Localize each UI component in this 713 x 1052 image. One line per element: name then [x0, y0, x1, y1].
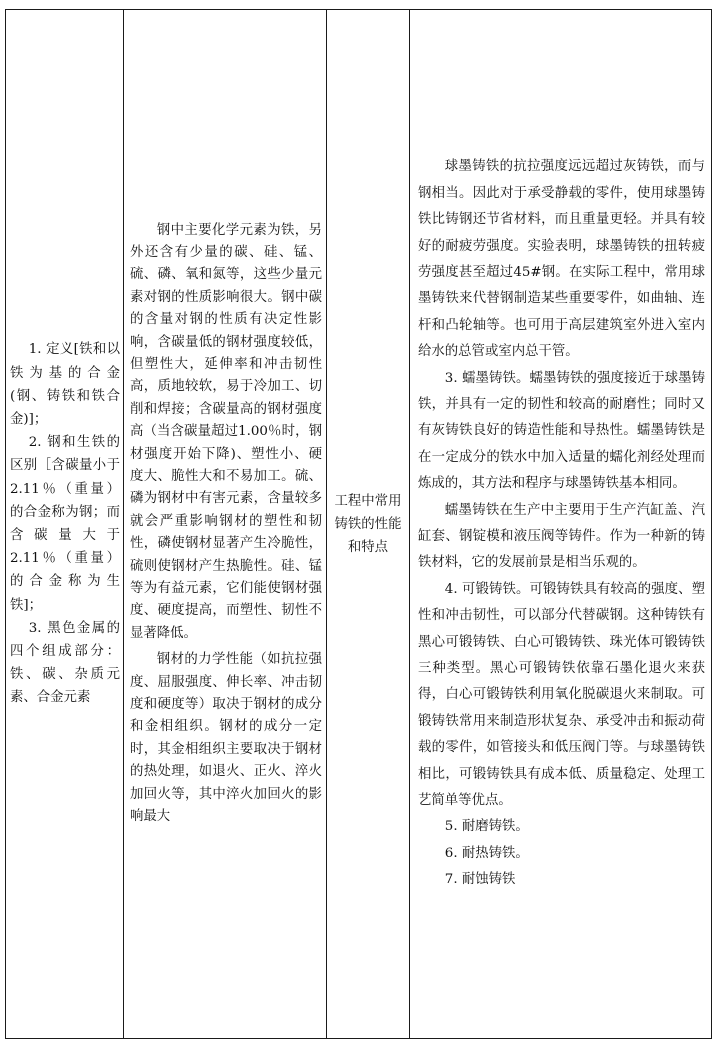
definition-text [6, 338, 123, 709]
cast-iron-paragraph: 5. 耐磨铸铁。 [444, 819, 529, 835]
steel-properties-text [124, 220, 326, 829]
cast-iron-paragraph: 7. 耐蚀铸铁 [444, 872, 516, 888]
cast-iron-cell [410, 10, 712, 1039]
steel-paragraph: 钢材的力学性能（如抗拉强度、屈服强度、伸长率、冲击韧度和硬度等）取决于钢材的成分和金相组织。钢材的成分一定时，其金相组织主要取决于钢材的热处理，如退火、正火、淬火加回火等，其中淬火加回火的影响最大 [130, 652, 322, 825]
definition-cell [6, 10, 124, 1039]
cast-iron-paragraph: 球墨铸铁的抗拉强度远远超过灰铸铁，而与钢相当。因此对于承受静载的零件，使用球墨铸铁比铸钢还节省材料，而且重量更轻。并具有较好的耐疲劳强度。实验表明，球墨铸铁的扭转疲劳强度甚至超过45#钢。在实际工程中，常用球墨铸铁来代替钢制造某些重要零件，如曲轴、连杆和凸轮轴等。也可用于高层建筑室外进入室内给水的总管或室内总干管。 [418, 159, 705, 360]
content-table [5, 9, 712, 1039]
cast-iron-text [410, 154, 711, 893]
steel-paragraph: 钢中主要化学元素为铁，另外还含有少量的碳、硅、锰、硫、磷、氧和氮等，这些少量元素对钢的性质影响很大。钢中碳的含量对钢的性质有决定性影响，含碳量低的钢材强度较低，但塑性大，延伸率和冲击韧性高，质地较软，易于冷加工、切削和焊接；含碳量高的钢材强度高（当含碳量超过1.00％时，钢材强度开始下降)、塑性小、硬度大、脆性大和不易加工。硫、磷为钢材中有害元素，含量较多就会严重影响钢材的塑性和韧性，磷使钢材显著产生冷脆性，硫则使钢材产生热脆性。硅、锰等为有益元素，它们能使钢材强度、硬度提高，而塑性、韧性不显著降低。 [130, 222, 322, 641]
cast-iron-paragraph: 蠕墨铸铁在生产中主要用于生产汽缸盖、汽缸套、钢锭模和液压阀等铸件。作为一种新的铸铁材料，它的发展前景是相当乐观的。 [418, 502, 705, 571]
cast-iron-paragraph: 3. 蠕墨铸铁。蠕墨铸铁的强度接近于球墨铸铁，并具有一定的韧性和较高的耐磨性；同时又有灰铸铁良好的铸造性能和导热性。蠕墨铸铁是在一定成分的铁水中加入适量的蠕化剂经处理而炼成的，其方法和程序与球墨铸铁基本相同。 [418, 370, 705, 492]
steel-properties-cell [124, 10, 327, 1039]
category-label-cell [327, 10, 410, 1039]
table-row [6, 10, 712, 1039]
definition-item: 3. 黑色金属的四个组成部分：铁、碳、杂质元素、合金元素 [10, 620, 120, 706]
definition-item: 1. 定义[铁和以铁为基的合金(钢、铸铁和铁合金)]； [10, 342, 120, 427]
category-label: 工程中常用铸铁的性能和特点 [334, 493, 402, 555]
definition-item: 2. 钢和生铁的区别［含碳量小于2.11％（重量）的合金称为钢；而含碳量大于2.11％（重量）的合金称为生铁]； [10, 435, 120, 613]
cast-iron-paragraph: 4. 可锻铸铁。可锻铸铁具有较高的强度、塑性和冲击韧性，可以部分代替碳钢。这种铸铁有黑心可锻铸铁、白心可锻铸铁、珠光体可锻铸铁三种类型。黑心可锻铸铁依靠石墨化退火来获得，白心可锻铸铁利用氧化脱碳退火来制取。可锻铸铁常用来制造形状复杂、承受冲击和振动荷载的零件，如管接头和低压阀门等。与球墨铸铁相比，可锻铸铁具有成本低、质量稳定、处理工艺简单等优点。 [418, 581, 705, 809]
cast-iron-paragraph: 6. 耐热铸铁。 [444, 845, 529, 861]
